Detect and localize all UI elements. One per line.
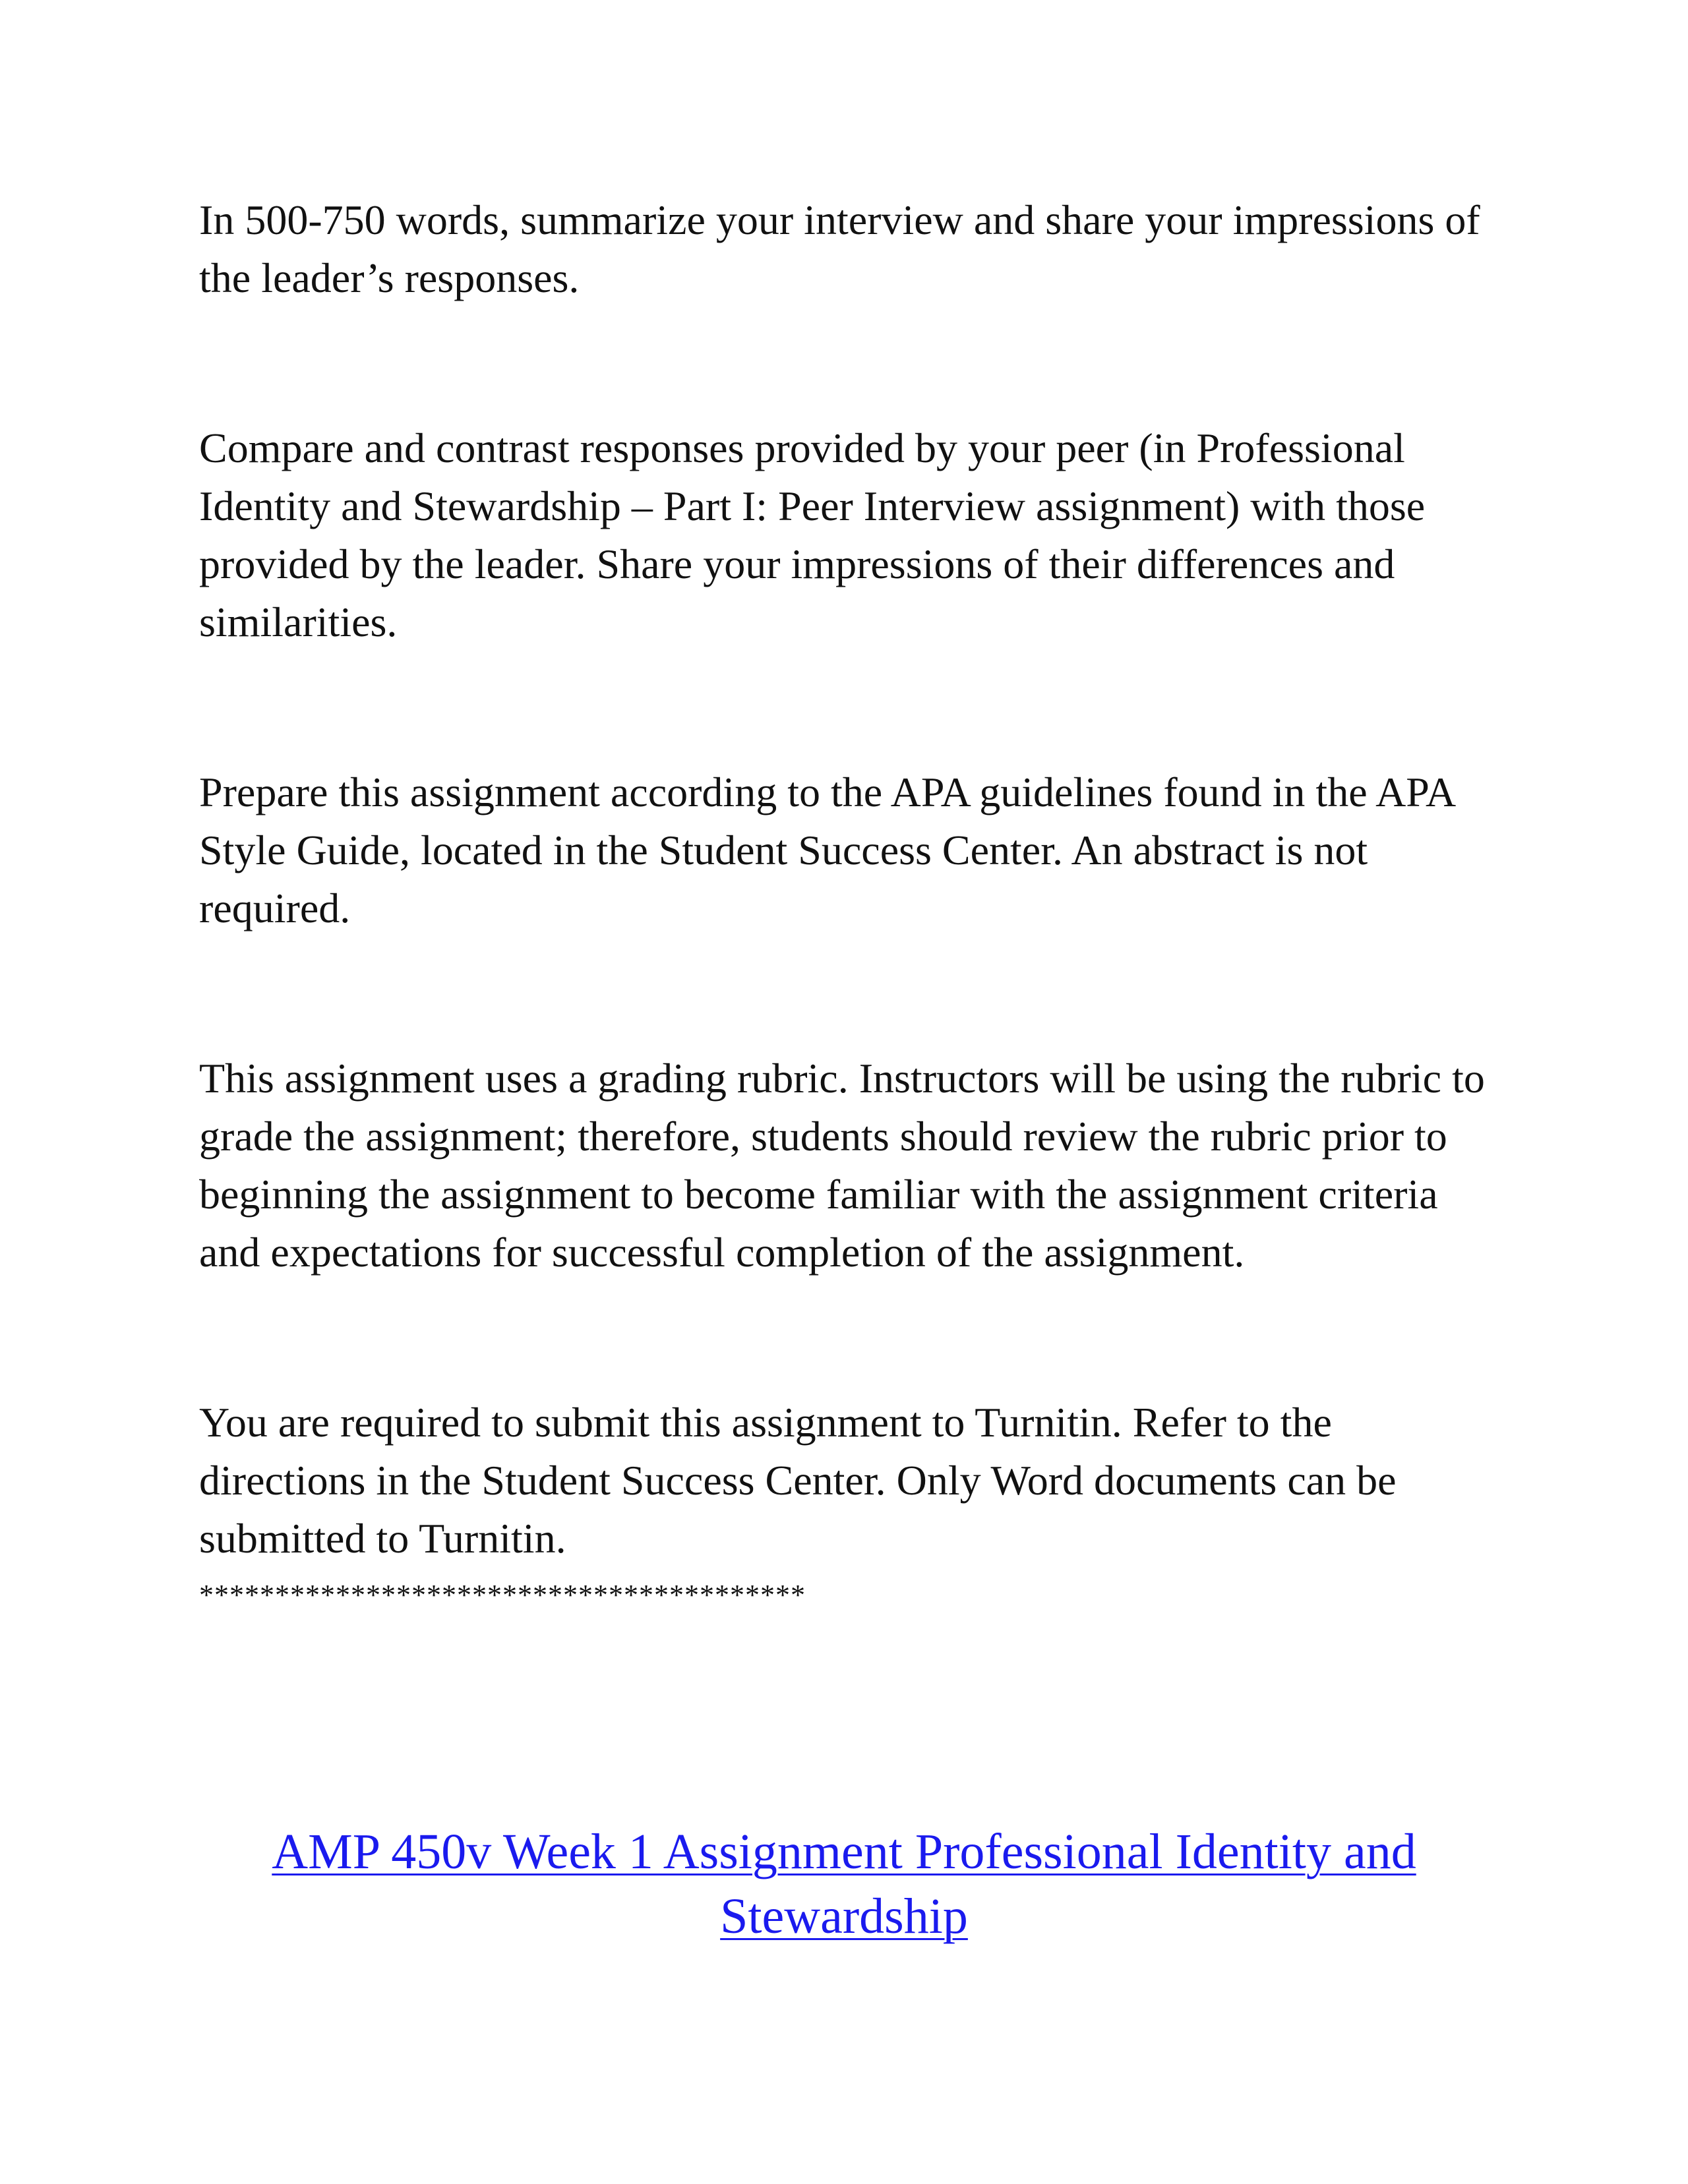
- asterisk-separator: ****************************************: [199, 1579, 806, 1611]
- assignment-link-container: [171, 1819, 1517, 1949]
- document-body: [199, 191, 1492, 1615]
- paragraph-turnitin: You are required to submit this assignment to Turnitin. Refer to the directions in the Student Success Center. Only Word documents can be submitted to Turnitin.: [199, 1399, 1397, 1562]
- paragraph-apa-guidelines: Prepare this assignment according to the APA guidelines found in the APA Style Guide, located in the Student Success Center. An abstract is not required.: [199, 769, 1454, 931]
- assignment-title-link[interactable]: AMP 450v Week 1 Assignment Professional Identity and Stewardship: [272, 1824, 1416, 1944]
- paragraph-word-count-instructions: In 500-750 words, summarize your interview and share your impressions of the leader’s responses.: [199, 196, 1480, 301]
- paragraph-grading-rubric: This assignment uses a grading rubric. Instructors will be using the rubric to grade the assignment; therefore, students should review the rubric prior to beginning the assignment to become familiar with the assignment criteria and expectations for successful completion of the assignment.: [199, 1055, 1485, 1276]
- paragraph-compare-contrast: Compare and contrast responses provided by your peer (in Professional Identity and Stewardship – Part I: Peer Interview assignment) with those provided by the leader. Share your impressions of their differences and similarities.: [199, 425, 1426, 645]
